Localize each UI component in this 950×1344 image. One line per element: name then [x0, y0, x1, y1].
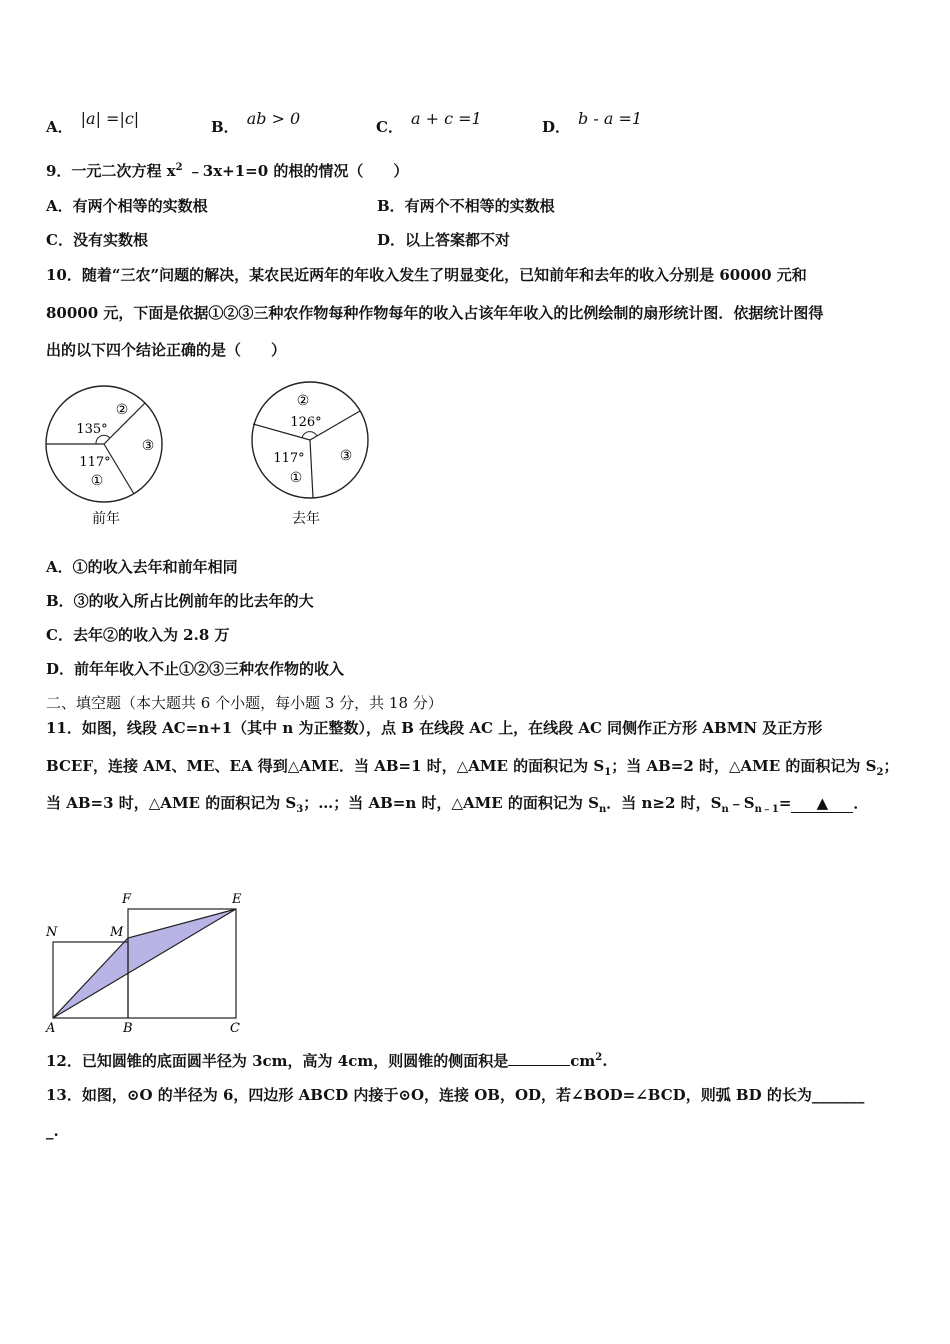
- q10-option-b: B．③的收入所占比例前年的比去年的大: [46, 592, 314, 610]
- q10-option-a: A．①的收入去年和前年相同: [46, 558, 238, 576]
- q13-line2: _.: [46, 1122, 59, 1140]
- q8-option-a-expr: |a| =|c|: [80, 109, 140, 128]
- q9-option-b: B．有两个不相等的实数根: [377, 197, 555, 215]
- q9-option-d: D．以上答案都不对: [377, 231, 511, 249]
- right-pie-part3: ③: [339, 448, 353, 464]
- right-pie-angle1: 117°: [273, 451, 305, 466]
- left-pie-angle1: 117°: [79, 455, 111, 470]
- q8-option-d: D． b - a =1: [542, 109, 643, 136]
- label-m: M: [110, 925, 124, 940]
- left-pie-part1: ①: [90, 473, 104, 489]
- q10-pie-charts: [40, 380, 380, 530]
- q8-options: [46, 108, 906, 138]
- right-pie-part1: ①: [289, 470, 303, 486]
- q10-stem-line2: 80000 元，下面是依据①②③三种农作物每种作物每年的收入占该年年收入的比例绘制的扇形统计图．依据统计图得: [46, 304, 824, 322]
- q10-stem-line1: 10．随着“三农”问题的解决，某农民近两年的年收入发生了明显变化，已知前年和去年的收入分别是 60000 元和: [46, 266, 807, 284]
- q8-option-b: B． ab > 0: [211, 109, 301, 136]
- label-f: F: [122, 892, 132, 907]
- section-2-title: 二、填空题（本大题共 6 个小题，每小题 3 分，共 18 分）: [46, 694, 443, 712]
- q9-option-c: C．没有实数根: [46, 231, 148, 249]
- q11-line3: 当 AB=3 时，△AME 的面积记为 $S_3$；…；当 AB=n 时，△AME 的面积记为 $S_n$．当 n≥2 时，$S_n﹣S_{n﹣1}=$ ▲ ．: [46, 794, 869, 815]
- q11-line1: 11．如图，线段 AC=n+1（其中 n 为正整数），点 B 在线段 AC 上，在线段 AC 同侧作正方形 ABMN 及正方形: [46, 719, 823, 737]
- right-pie-caption: 去年: [292, 511, 320, 527]
- q10-option-d: D．前年年收入不止①②③三种农作物的收入: [46, 660, 345, 678]
- right-pie-part2: ②: [296, 393, 310, 409]
- right-pie-radius-3: [310, 440, 313, 498]
- q8-option-a: A． |a| =|c|: [46, 109, 140, 136]
- q13-line1: 13．如图，⊙O 的半径为 6，四边形 ABCD 内接于⊙O，连接 OB，OD，若∠BOD=∠BCD，则弧 BD 的长为_______: [46, 1086, 865, 1104]
- label-b: B: [123, 1021, 133, 1036]
- q11-blank-mark: ▲: [816, 794, 829, 812]
- left-pie-part2: ②: [115, 402, 129, 418]
- q10-stem-line3: 出的以下四个结论正确的是（ ）: [46, 341, 287, 359]
- triangle-ame: [53, 909, 236, 1018]
- q8-option-d-expr: b - a =1: [578, 109, 643, 128]
- label-c: C: [230, 1021, 240, 1036]
- left-pie-angle2: 135°: [76, 422, 108, 437]
- q9-stem: 9．一元二次方程 $x^2$ ﹣3x+1=0 的根的情况（ ）: [46, 162, 409, 180]
- q12-answer-blank: [508, 1065, 570, 1066]
- q10-option-c: C．去年②的收入为 2.8 万: [46, 626, 230, 644]
- q8-option-b-expr: ab > 0: [246, 109, 301, 128]
- q12-stem: 12．已知圆锥的底面圆半径为 3cm，高为 4cm，则圆锥的侧面积是 $cm^2$.: [46, 1052, 608, 1070]
- q11-figure: [40, 890, 255, 1040]
- q11-line2: BCEF，连接 AM、ME、EA 得到△AME．当 AB=1 时，△AME 的面积记为 $S_1$；当 AB=2 时，△AME 的面积记为 $S_2$；: [46, 757, 899, 778]
- label-a: A: [46, 1021, 56, 1036]
- q8-option-c: C． a + c =1: [376, 109, 482, 136]
- right-pie-angle2: 126°: [290, 415, 322, 430]
- label-e: E: [232, 892, 242, 907]
- left-pie-part3: ③: [141, 438, 155, 454]
- label-n: N: [46, 925, 58, 940]
- left-pie-caption: 前年: [92, 511, 120, 527]
- q8-option-c-expr: a + c =1: [410, 109, 482, 128]
- q9-option-a: A．有两个相等的实数根: [46, 197, 208, 215]
- q11-answer-blank: [791, 794, 853, 813]
